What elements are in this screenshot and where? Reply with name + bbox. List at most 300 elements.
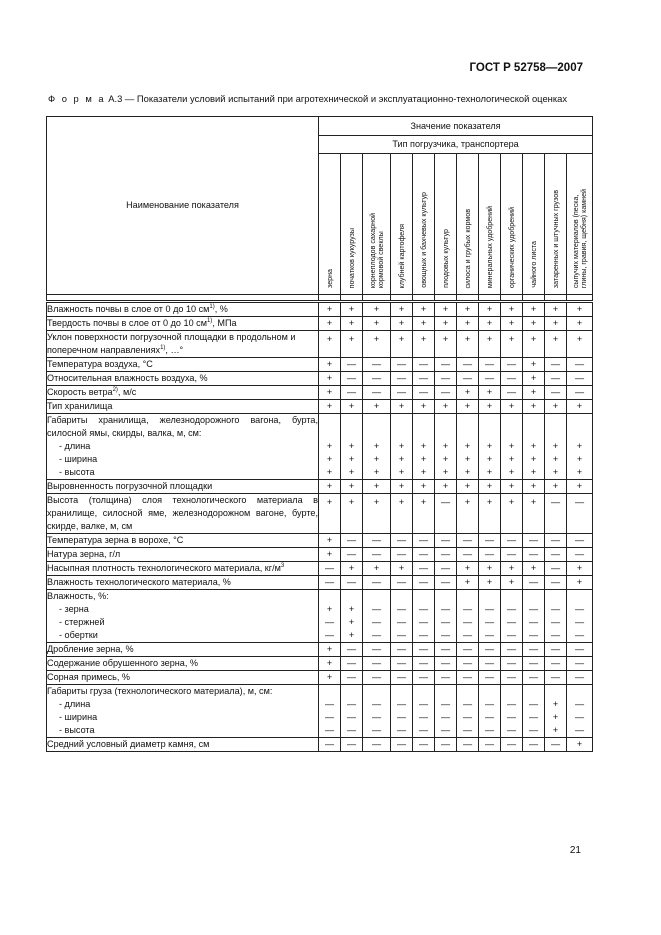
value-cell: +: [341, 629, 363, 643]
value-cell: +: [363, 453, 391, 466]
header-spacer: [479, 295, 501, 302]
value-cell: +: [435, 302, 457, 317]
value-cell: [319, 590, 341, 604]
value-cell: +: [413, 440, 435, 453]
value-cell: +: [523, 480, 545, 494]
indicator-name: [47, 494, 319, 534]
indicator-name: [47, 548, 319, 562]
value-cell: +: [319, 494, 341, 534]
value-cell: —: [363, 534, 391, 548]
value-cell: —: [413, 643, 435, 657]
indicator-label: Скорость ветра: [47, 387, 113, 397]
indicator-name: [47, 657, 319, 671]
column-header-text: клубней картофеля: [397, 223, 406, 288]
value-cell: —: [523, 534, 545, 548]
value-cell: —: [501, 358, 523, 372]
value-cell: —: [363, 576, 391, 590]
value-cell: —: [479, 548, 501, 562]
value-cell: +: [567, 440, 593, 453]
indicator-label: Выровненность погрузочной площадки: [47, 481, 213, 491]
value-cell: +: [479, 440, 501, 453]
indicator-name: [47, 466, 319, 480]
value-cell: +: [435, 440, 457, 453]
value-cell: —: [391, 534, 413, 548]
table-row: [47, 534, 593, 548]
value-cell: —: [523, 724, 545, 738]
header-spacer: [567, 295, 593, 302]
value-cell: —: [391, 629, 413, 643]
value-cell: +: [479, 386, 501, 400]
value-cell: —: [341, 671, 363, 685]
value-cell: +: [341, 400, 363, 414]
indicator-name: [47, 358, 319, 372]
value-cell: +: [363, 400, 391, 414]
value-cell: +: [567, 576, 593, 590]
value-cell: +: [319, 302, 341, 317]
indicator-label: - стержней: [59, 617, 105, 627]
value-cell: +: [457, 576, 479, 590]
value-cell: —: [435, 671, 457, 685]
value-cell: [413, 414, 435, 441]
value-cell: —: [413, 671, 435, 685]
value-cell: —: [545, 386, 567, 400]
column-header-text: корнеплодов сахарной кормовой свеклы: [368, 212, 385, 288]
value-cell: —: [413, 629, 435, 643]
value-cell: —: [413, 534, 435, 548]
indicator-name: [47, 400, 319, 414]
value-cell: +: [501, 400, 523, 414]
table-row: [47, 671, 593, 685]
value-cell: +: [567, 562, 593, 576]
value-cell: +: [545, 302, 567, 317]
value-cell: +: [435, 317, 457, 331]
value-cell: +: [391, 453, 413, 466]
value-cell: —: [545, 372, 567, 386]
value-cell: —: [319, 616, 341, 629]
value-cell: [545, 414, 567, 441]
value-cell: +: [501, 466, 523, 480]
value-cell: —: [341, 724, 363, 738]
column-header-text: минеральных удобрений: [485, 205, 494, 288]
value-cell: [501, 414, 523, 441]
value-cell: [435, 590, 457, 604]
value-cell: —: [391, 698, 413, 711]
value-cell: +: [363, 494, 391, 534]
value-cell: [545, 590, 567, 604]
value-cell: +: [523, 562, 545, 576]
value-cell: —: [567, 629, 593, 643]
indicator-label: - высота: [59, 467, 95, 477]
value-cell: +: [435, 453, 457, 466]
indicator-label: Температура воздуха, °С: [47, 359, 153, 369]
column-header-text: силоса и грубых кормов: [463, 208, 472, 288]
footnote-ref: 1): [206, 317, 213, 324]
table-row: [47, 440, 593, 453]
value-cell: +: [341, 317, 363, 331]
table-row: [47, 317, 593, 331]
value-cell: —: [523, 698, 545, 711]
value-cell: [567, 685, 593, 699]
value-cell: +: [479, 400, 501, 414]
indicator-label: Температура зерна в ворохе, °С: [47, 535, 184, 545]
value-cell: +: [341, 466, 363, 480]
value-cell: +: [435, 466, 457, 480]
header-spacer: [319, 295, 341, 302]
value-cell: +: [391, 466, 413, 480]
value-cell: —: [435, 724, 457, 738]
table-row: [47, 576, 593, 590]
value-cell: —: [391, 576, 413, 590]
value-cell: —: [319, 576, 341, 590]
value-cell: [523, 590, 545, 604]
value-cell: +: [363, 466, 391, 480]
value-cell: —: [435, 603, 457, 616]
value-cell: —: [413, 603, 435, 616]
value-cell: +: [319, 400, 341, 414]
value-cell: +: [319, 386, 341, 400]
value-cell: +: [479, 480, 501, 494]
column-header-text: початков кукурузы: [347, 227, 356, 288]
value-cell: —: [523, 643, 545, 657]
value-cell: +: [545, 400, 567, 414]
value-cell: +: [319, 657, 341, 671]
value-cell: —: [501, 724, 523, 738]
value-cell: +: [479, 453, 501, 466]
column-header: [567, 154, 593, 295]
value-cell: —: [567, 358, 593, 372]
value-cell: —: [567, 698, 593, 711]
value-cell: +: [567, 480, 593, 494]
table-row: [47, 453, 593, 466]
value-cell: [435, 685, 457, 699]
value-cell: +: [413, 480, 435, 494]
value-cell: +: [501, 453, 523, 466]
value-cell: —: [413, 372, 435, 386]
value-cell: —: [501, 548, 523, 562]
value-cell: [319, 414, 341, 441]
table-row: [47, 603, 593, 616]
value-cell: +: [523, 466, 545, 480]
value-cell: —: [523, 616, 545, 629]
value-cell: +: [319, 603, 341, 616]
value-cell: +: [545, 331, 567, 358]
value-cell: —: [457, 671, 479, 685]
value-cell: +: [391, 400, 413, 414]
value-cell: [457, 414, 479, 441]
header-spacer: [457, 295, 479, 302]
indicator-label: Насыпная плотность технологического материала, кг/м: [47, 563, 281, 573]
indicator-label: - длина: [59, 441, 91, 451]
column-header: [457, 154, 479, 295]
value-cell: +: [413, 331, 435, 358]
value-cell: +: [391, 317, 413, 331]
indicator-name: [47, 685, 319, 699]
value-cell: —: [501, 711, 523, 724]
value-cell: +: [457, 331, 479, 358]
value-cell: —: [457, 643, 479, 657]
value-cell: +: [501, 331, 523, 358]
value-cell: —: [413, 548, 435, 562]
value-cell: +: [567, 453, 593, 466]
value-cell: +: [523, 400, 545, 414]
table-row: [47, 548, 593, 562]
value-cell: +: [363, 440, 391, 453]
value-cell: —: [567, 534, 593, 548]
table-row: [47, 372, 593, 386]
value-cell: —: [479, 711, 501, 724]
value-cell: —: [435, 629, 457, 643]
column-header: [545, 154, 567, 295]
table-row: [47, 302, 593, 317]
value-cell: —: [363, 643, 391, 657]
value-cell: —: [391, 372, 413, 386]
value-cell: +: [319, 548, 341, 562]
value-cell: —: [363, 724, 391, 738]
value-cell: +: [391, 302, 413, 317]
value-cell: [435, 414, 457, 441]
value-cell: —: [435, 562, 457, 576]
value-cell: —: [363, 698, 391, 711]
value-cell: +: [567, 400, 593, 414]
value-cell: —: [457, 534, 479, 548]
value-cell: +: [319, 317, 341, 331]
value-cell: +: [545, 466, 567, 480]
value-cell: —: [501, 629, 523, 643]
indicator-name: [47, 414, 319, 441]
column-header: [319, 154, 341, 295]
table-row: [47, 738, 593, 752]
value-cell: —: [479, 629, 501, 643]
value-cell: —: [391, 386, 413, 400]
value-cell: —: [391, 643, 413, 657]
value-cell: +: [435, 400, 457, 414]
value-cell: —: [435, 698, 457, 711]
value-cell: +: [391, 562, 413, 576]
value-cell: —: [501, 386, 523, 400]
value-cell: —: [567, 372, 593, 386]
value-cell: +: [523, 386, 545, 400]
indicator-label: - длина: [59, 699, 91, 709]
value-cell: —: [363, 629, 391, 643]
indicator-name: [47, 453, 319, 466]
test-conditions-table: [46, 116, 593, 752]
value-cell: —: [435, 643, 457, 657]
indicator-label: Средний условный диаметр камня, см: [47, 739, 210, 749]
value-cell: [391, 590, 413, 604]
indicator-name: [47, 616, 319, 629]
value-cell: +: [523, 358, 545, 372]
value-cell: —: [567, 494, 593, 534]
indicator-name: [47, 331, 319, 358]
value-cell: —: [523, 738, 545, 752]
value-cell: +: [479, 466, 501, 480]
value-cell: —: [457, 616, 479, 629]
value-cell: —: [319, 562, 341, 576]
header-spacer: [435, 295, 457, 302]
value-cell: [501, 685, 523, 699]
indicator-label: - ширина: [59, 454, 98, 464]
header-spacer: [413, 295, 435, 302]
value-cell: —: [567, 724, 593, 738]
indicator-label: - зерна: [59, 604, 89, 614]
value-cell: +: [435, 331, 457, 358]
value-cell: —: [501, 603, 523, 616]
indicator-name: [47, 671, 319, 685]
column-header: [435, 154, 457, 295]
column-header: [341, 154, 363, 295]
value-cell: [363, 414, 391, 441]
table-row: [47, 685, 593, 699]
value-cell: +: [319, 372, 341, 386]
value-cell: —: [501, 372, 523, 386]
value-cell: +: [457, 317, 479, 331]
value-cell: +: [363, 331, 391, 358]
table-row: [47, 414, 593, 441]
column-header-text: сыпучих материалов (песка, глины, гравия, щебня) камней: [571, 188, 588, 288]
value-cell: +: [501, 494, 523, 534]
value-cell: +: [341, 616, 363, 629]
value-cell: +: [567, 302, 593, 317]
indicator-label: - ширина: [59, 712, 98, 722]
table-row: [47, 466, 593, 480]
indicator-name-header: Наименование показателя: [47, 117, 319, 295]
value-cell: —: [341, 738, 363, 752]
value-cell: +: [341, 453, 363, 466]
value-cell: +: [341, 562, 363, 576]
value-cell: —: [523, 711, 545, 724]
value-cell: —: [479, 698, 501, 711]
value-cell: +: [413, 302, 435, 317]
indicator-label: Натура зерна, г/л: [47, 549, 121, 559]
value-cell: +: [363, 480, 391, 494]
value-cell: —: [545, 358, 567, 372]
value-cell: —: [567, 671, 593, 685]
value-cell: [413, 590, 435, 604]
value-cell: —: [501, 657, 523, 671]
indicator-unit: , МПа: [212, 318, 237, 328]
value-cell: —: [457, 358, 479, 372]
table-row: [47, 711, 593, 724]
value-cell: [341, 590, 363, 604]
indicator-name: [47, 480, 319, 494]
value-cell: +: [479, 302, 501, 317]
value-cell: —: [567, 386, 593, 400]
value-cell: —: [457, 724, 479, 738]
value-cell: [479, 685, 501, 699]
table-row: [47, 657, 593, 671]
value-cell: —: [545, 643, 567, 657]
value-cell: +: [479, 562, 501, 576]
value-cell: +: [545, 317, 567, 331]
value-cell: +: [413, 317, 435, 331]
value-cell: —: [413, 724, 435, 738]
value-cell: —: [341, 576, 363, 590]
column-header-text: чайного листа: [529, 241, 538, 288]
value-cell: +: [341, 331, 363, 358]
value-cell: —: [363, 372, 391, 386]
indicator-label: Уклон поверхности погрузочной площадки в продольном и поперечном направлениях: [47, 332, 296, 355]
value-cell: —: [413, 562, 435, 576]
value-cell: [479, 414, 501, 441]
value-cell: —: [341, 698, 363, 711]
table-row: [47, 643, 593, 657]
column-header: [413, 154, 435, 295]
value-cell: +: [523, 302, 545, 317]
indicator-name: [47, 643, 319, 657]
table-row: [47, 358, 593, 372]
indicator-name: [47, 724, 319, 738]
value-cell: —: [545, 738, 567, 752]
value-cell: +: [391, 440, 413, 453]
indicator-name: [47, 317, 319, 331]
form-caption: [48, 93, 618, 104]
value-cell: +: [545, 711, 567, 724]
value-cell: +: [545, 480, 567, 494]
value-cell: +: [319, 440, 341, 453]
value-cell: —: [363, 711, 391, 724]
indicator-label: Влажность, %:: [47, 591, 109, 601]
column-header: [479, 154, 501, 295]
value-cell: —: [435, 494, 457, 534]
value-cell: —: [457, 372, 479, 386]
header-spacer: [341, 295, 363, 302]
column-header: [391, 154, 413, 295]
value-cell: —: [341, 386, 363, 400]
indicator-label: Твердость почвы в слое от 0 до 10 см: [47, 318, 207, 328]
value-cell: —: [523, 629, 545, 643]
column-header-text: зерна: [325, 269, 334, 288]
value-cell: +: [319, 358, 341, 372]
form-label: Ф о р м а: [48, 93, 106, 104]
header-spacer: [523, 295, 545, 302]
value-cell: —: [501, 534, 523, 548]
value-cell: —: [363, 616, 391, 629]
value-cell: —: [391, 671, 413, 685]
table-row: [47, 494, 593, 534]
value-cell: —: [341, 711, 363, 724]
value-cell: +: [391, 331, 413, 358]
table-row: [47, 724, 593, 738]
value-cell: +: [523, 440, 545, 453]
indicator-name: [47, 603, 319, 616]
value-cell: —: [457, 629, 479, 643]
value-cell: —: [545, 548, 567, 562]
value-cell: +: [545, 453, 567, 466]
value-cell: —: [413, 738, 435, 752]
value-cell: —: [435, 711, 457, 724]
value-cell: —: [391, 616, 413, 629]
indicator-name: [47, 629, 319, 643]
value-cell: [523, 685, 545, 699]
value-cell: —: [413, 616, 435, 629]
value-cell: —: [319, 738, 341, 752]
value-cell: —: [435, 738, 457, 752]
value-cell: —: [545, 671, 567, 685]
indicator-name: [47, 590, 319, 604]
value-cell: —: [545, 494, 567, 534]
table-row: [47, 629, 593, 643]
value-cell: —: [391, 657, 413, 671]
form-title: А.3 — Показатели условий испытаний при агротехнической и эксплуатационно-технологической оценках: [108, 93, 568, 104]
value-cell: —: [501, 616, 523, 629]
value-cell: —: [523, 671, 545, 685]
indicator-label: - обертки: [59, 630, 98, 640]
value-cell: —: [523, 576, 545, 590]
table-row: [47, 331, 593, 358]
document-number: ГОСТ Р 52758—2007: [469, 62, 583, 74]
column-header: [501, 154, 523, 295]
value-cell: —: [523, 657, 545, 671]
